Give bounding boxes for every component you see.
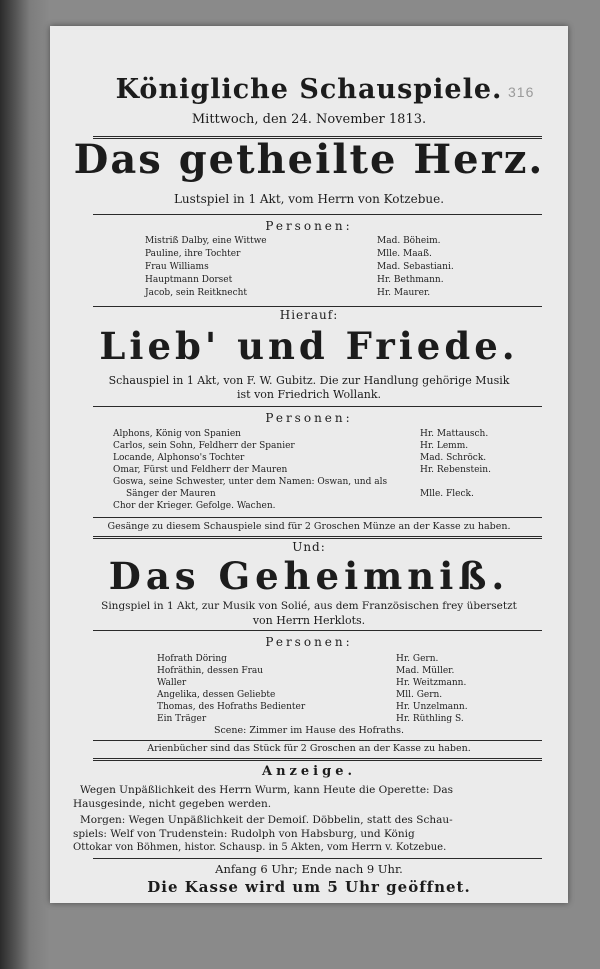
play3-role: Waller [157, 678, 187, 688]
box-office-opening: Die Kasse wird um 5 Uhr geöffnet. [147, 878, 471, 896]
play2-role: Alphons, König von Spanien [113, 429, 241, 439]
play2-actor: Hr. Lemm. [420, 441, 469, 451]
notice-heading: Anzeige. [261, 764, 357, 779]
play2-note: Gesänge zu diesem Schauspiele sind für 2 Groschen Münze an der Kasse zu haben. [107, 521, 511, 532]
play1-role: Frau Williams [145, 262, 209, 272]
play1-actor: Hr. Bethmann. [377, 275, 444, 285]
play2-actor: Hr. Mattausch. [420, 429, 489, 439]
play1-actor: Mad. Sebastiani. [377, 262, 454, 272]
play3-actor: Hr. Gern. [396, 654, 439, 664]
play3-actor: Hr. Weitzmann. [396, 678, 467, 688]
divider [93, 630, 542, 631]
play3-role: Hofrath Döring [157, 654, 227, 664]
play2-role: Locande, Alphonso's Tochter [113, 453, 245, 463]
play3-role: Angelika, dessen Geliebte [157, 690, 276, 700]
play2-role: Sänger der Mauren [126, 489, 216, 499]
play2-subtitle-cont: ist von Friedrich Wollank. [237, 388, 381, 401]
play2-actor: Mlle. Fleck. [420, 489, 474, 499]
play3-role: Hofräthin, dessen Frau [157, 666, 264, 676]
play3-scene: Scene: Zimmer im Hause des Hofraths. [213, 725, 405, 736]
play2-subtitle: Schauspiel in 1 Akt, von F. W. Gubitz. Die zur Handlung gehörige Musik [108, 374, 510, 387]
play3-connector: Und: [292, 540, 326, 554]
notice-text: spiels: Welf von Trudenstein: Rudolph von Habsburg, und König [73, 828, 415, 840]
playbill-sheet [50, 26, 568, 903]
handwritten-archive-number: 316 [508, 84, 535, 100]
play1-title: Das getheilte Herz. [73, 136, 545, 183]
play2-role: Goswa, seine Schwester, unter dem Namen: Oswan, und als [113, 477, 388, 487]
theatre-name: Königliche Schauspiele. [115, 74, 503, 105]
play1-actor: Hr. Maurer. [377, 288, 431, 298]
play1-actor: Mad. Böheim. [377, 236, 441, 246]
play3-title: Das Geheimniß. [108, 554, 510, 598]
play3-note: Arienbücher sind das Stück für 2 Groschen an der Kasse zu haben. [147, 743, 471, 754]
play3-subtitle-cont: von Herrn Herklots. [252, 614, 366, 627]
play3-personen-heading: Personen: [265, 635, 353, 649]
play2-role: Carlos, sein Sohn, Feldherr der Spanier [113, 441, 295, 451]
notice-text: Ottokar von Böhmen, histor. Schausp. in 5 Akten, vom Herrn v. Kotzebue. [73, 842, 447, 853]
play2-title: Lieb' und Friede. [99, 324, 519, 368]
performance-times: Anfang 6 Uhr; Ende nach 9 Uhr. [215, 862, 403, 876]
play1-personen-heading: Personen: [265, 219, 353, 233]
divider [93, 214, 542, 215]
divider [93, 406, 542, 407]
play1-role: Hauptmann Dorset [145, 275, 233, 285]
divider [93, 306, 542, 307]
notice-text: Wegen Unpäßlichkeit des Herrn Wurm, kann Heute die Operette: Das [80, 784, 453, 796]
play1-role: Jacob, sein Reitknecht [145, 288, 248, 298]
notice-text: Hausgesinde, nicht gegeben werden. [73, 798, 272, 810]
play3-role: Ein Träger [157, 714, 207, 724]
play1-actor: Mlle. Maaß. [377, 249, 432, 259]
play2-chorus: Chor der Krieger. Gefolge. Wachen. [113, 501, 276, 511]
divider [93, 517, 542, 518]
play3-actor: Mll. Gern. [396, 690, 443, 700]
divider [93, 536, 542, 539]
play1-role: Mistriß Dalby, eine Wittwe [145, 236, 267, 246]
play2-actor: Mad. Schröck. [420, 453, 487, 463]
play3-actor: Hr. Unzelmann. [396, 702, 468, 712]
play3-actor: Hr. Rüthling S. [396, 714, 464, 724]
play2-connector: Hierauf: [279, 308, 339, 322]
performance-date: Mittwoch, den 24. November 1813. [191, 112, 427, 127]
play2-role: Omar, Fürst und Feldherr der Mauren [113, 465, 288, 475]
play2-personen-heading: Personen: [265, 411, 353, 425]
play1-subtitle: Lustspiel in 1 Akt, vom Herrn von Kotzebue. [173, 192, 445, 206]
divider [93, 740, 542, 741]
play3-subtitle: Singspiel in 1 Akt, zur Musik von Solié, aus dem Französischen frey übersetzt [101, 600, 517, 612]
play3-actor: Mad. Müller. [396, 666, 455, 676]
play1-role: Pauline, ihre Tochter [145, 249, 241, 259]
divider [93, 758, 542, 761]
notice-text: Morgen: Wegen Unpäßlichkeit der Demoiſ. Döbbelin, statt des Schau- [80, 814, 453, 826]
play2-actor: Hr. Rebenstein. [420, 465, 491, 475]
play3-role: Thomas, des Hofraths Bedienter [157, 702, 306, 712]
divider [93, 858, 542, 859]
